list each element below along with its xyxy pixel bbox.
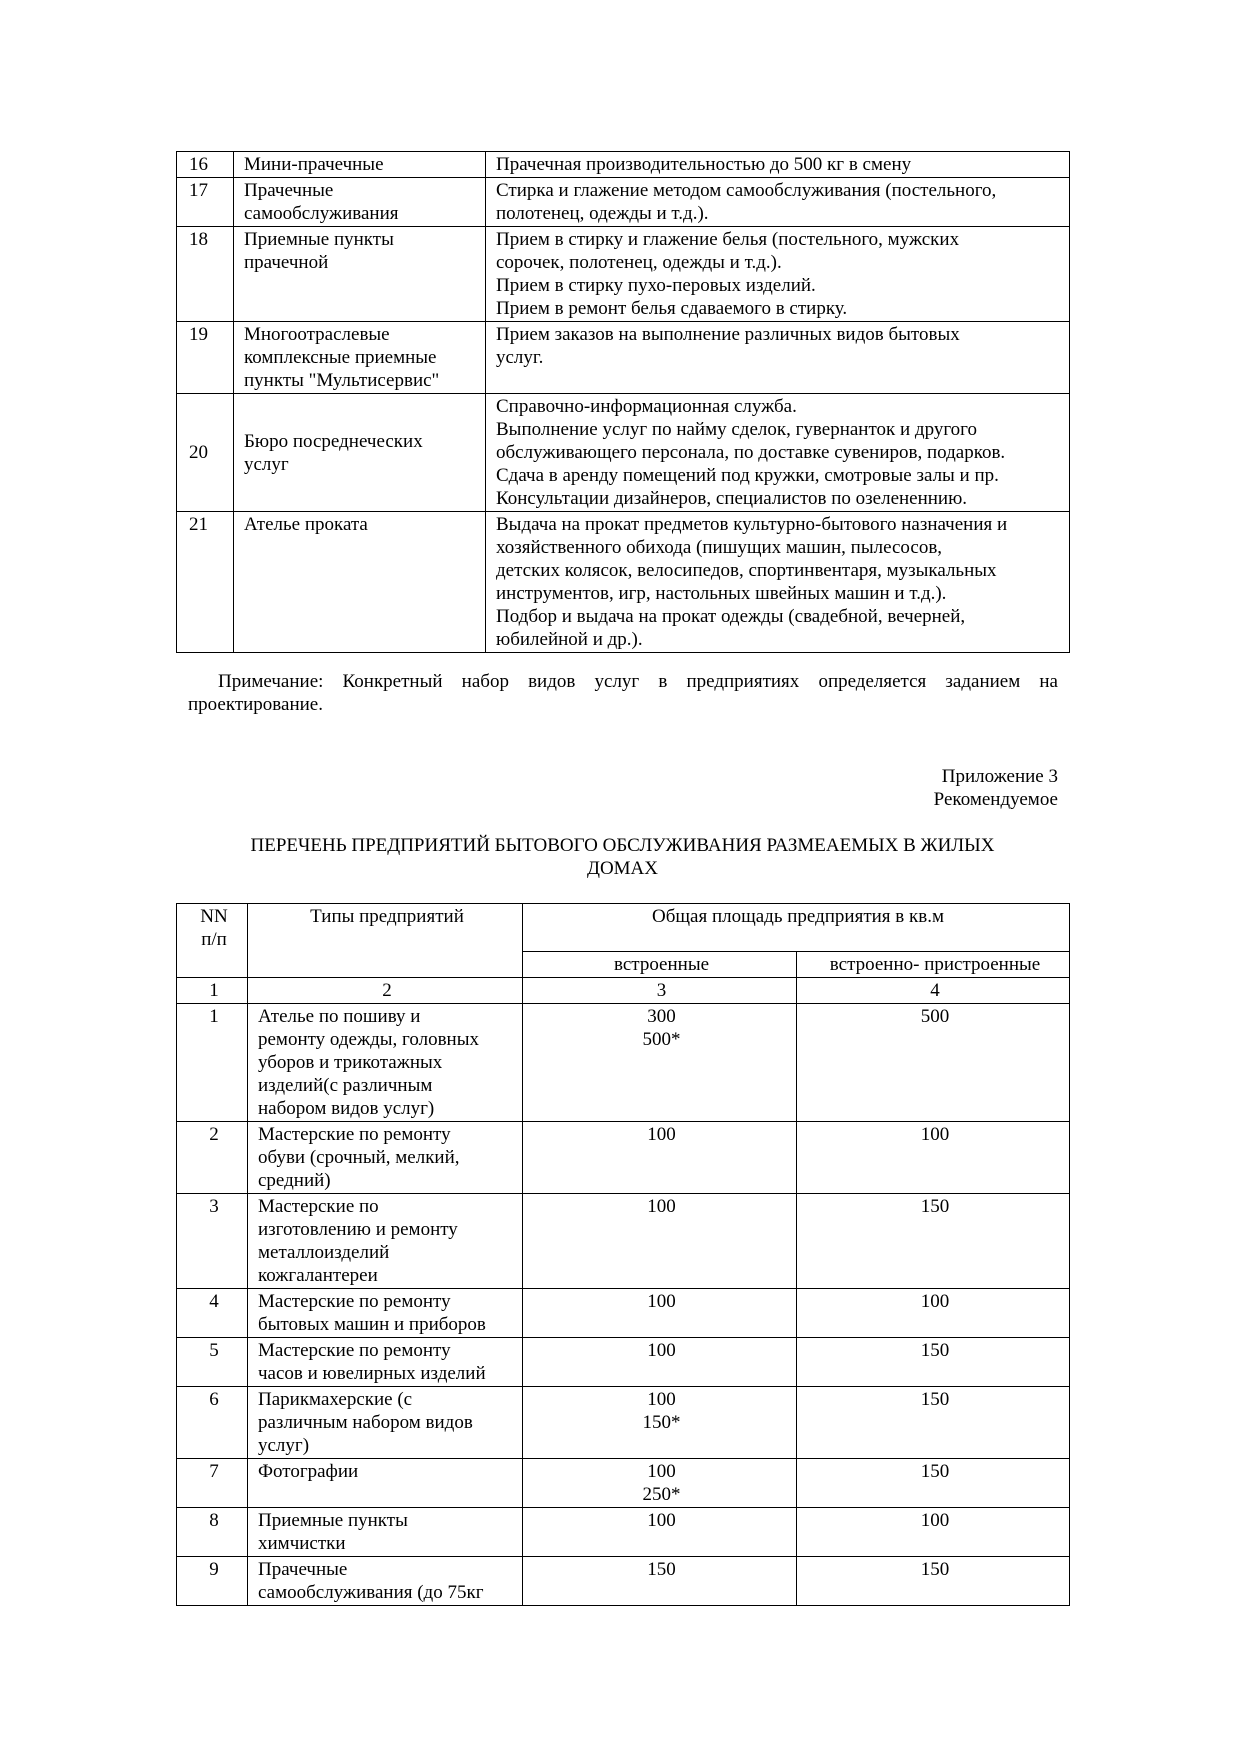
enterprise-type-line: услуг) (258, 1435, 310, 1456)
service-description-line: Прием в стирку и глажение белья (постельного, мужских (496, 229, 960, 250)
enterprises-table-body (177, 1004, 1070, 1606)
section-title-line-1: ПЕРЕЧЕНЬ ПРЕДПРИЯТИЙ БЫТОВОГО ОБСЛУЖИВАНИЯ РАЗМЕАЕМЫХ В ЖИЛЫХ (250, 835, 995, 856)
area-built-attached-line: 100 (920, 1291, 950, 1312)
row-number: 1 (177, 1004, 248, 1122)
area-built-in-line: 500* (642, 1029, 681, 1050)
enterprise-type (248, 1557, 523, 1606)
enterprise-type-line: часов и ювелирных изделий (258, 1363, 486, 1384)
enterprise-type-line: Парикмахерские (с (258, 1389, 413, 1410)
area-built-attached-line: 150 (920, 1559, 950, 1580)
enterprise-type-line: металлоизделий (258, 1242, 390, 1263)
area-built-in (523, 1338, 797, 1387)
area-built-attached-line: 150 (920, 1389, 950, 1410)
service-description-line: сорочек, полотенец, одежды и т.д.). (496, 252, 782, 273)
note-paragraph: Примечание: Конкретный набор видов услуг в предприятиях определяется заданием на проектирование. (188, 671, 1058, 715)
header-built-in: встроенные (523, 952, 797, 978)
row-number: 9 (177, 1557, 248, 1606)
header-area: Общая площадь предприятия в кв.м (523, 904, 1070, 952)
enterprise-type (248, 1194, 523, 1289)
enterprise-type-line: Фотографии (258, 1461, 359, 1482)
table-row (177, 152, 1070, 178)
row-number: 6 (177, 1387, 248, 1459)
enterprise-type-line: Прачечные (258, 1559, 348, 1580)
col-num-2: 2 (248, 978, 523, 1004)
row-number: 5 (177, 1338, 248, 1387)
area-built-in-line: 100 (647, 1461, 676, 1482)
service-description-line: инструментов, игр, настольных швейных машин и т.д.). (496, 583, 947, 604)
area-built-attached (797, 1122, 1070, 1194)
area-built-in-line: 100 (647, 1291, 676, 1312)
enterprise-type-line: бытовых машин и приборов (258, 1314, 486, 1335)
service-description (486, 178, 1070, 227)
service-description-line: услуг. (496, 347, 544, 368)
area-built-in (523, 1508, 797, 1557)
row-number: 4 (177, 1289, 248, 1338)
service-description-line: Выдача на прокат предметов культурно-бытового назначения и (496, 514, 1008, 535)
table-row (177, 1194, 1070, 1289)
area-built-attached (797, 1289, 1070, 1338)
enterprise-type-line: изделий(с различным (258, 1075, 433, 1096)
service-description-line: полотенец, одежды и т.д.). (496, 203, 709, 224)
row-number: 17 (177, 178, 234, 227)
table-row (177, 1338, 1070, 1387)
service-description-line: Прием в стирку пухо-перовых изделий. (496, 275, 816, 296)
table-row (177, 1004, 1070, 1122)
col-num-4: 4 (797, 978, 1070, 1004)
area-built-attached (797, 1459, 1070, 1508)
header-nn-line-1: NN (200, 906, 228, 927)
area-built-attached-line: 150 (920, 1461, 950, 1482)
enterprise-type-line: самообслуживания (244, 203, 399, 224)
enterprise-type-line: Многоотраслевые (244, 324, 390, 345)
enterprise-type-line: Приемные пункты (244, 229, 394, 250)
table-row (177, 1122, 1070, 1194)
services-table (176, 151, 1070, 653)
enterprise-type-line: Прачечные (244, 180, 334, 201)
area-built-in (523, 1459, 797, 1508)
area-built-in (523, 1194, 797, 1289)
enterprise-type (248, 1004, 523, 1122)
service-description-line: Консультации дизайнеров, специалистов по озелененнию. (496, 488, 968, 509)
enterprise-type-line: кожгалантереи (258, 1265, 378, 1286)
enterprise-type-line: Бюро посреднеческих (244, 430, 423, 452)
enterprise-type-line: комплексные приемные (244, 347, 437, 368)
area-built-in (523, 1004, 797, 1122)
table-row (177, 178, 1070, 227)
area-built-in-line: 100 (647, 1389, 676, 1410)
area-built-attached-line: 500 (920, 1006, 950, 1027)
enterprise-type (234, 512, 486, 653)
area-built-in-line: 100 (647, 1124, 676, 1145)
enterprise-type-line: уборов и трикотажных (258, 1052, 443, 1073)
area-built-attached-line: 100 (920, 1510, 950, 1531)
service-description (486, 227, 1070, 322)
enterprises-table (176, 903, 1070, 1606)
service-description-line: Прием заказов на выполнение различных видов бытовых (496, 324, 960, 345)
appendix-status: Рекомендуемое (933, 789, 1058, 810)
enterprise-type (248, 1122, 523, 1194)
enterprise-type-line: Ателье проката (244, 514, 368, 535)
area-built-attached (797, 1508, 1070, 1557)
table-row (177, 1557, 1070, 1606)
enterprise-type (248, 1289, 523, 1338)
area-built-in-line: 150* (642, 1412, 681, 1433)
row-number: 20 (177, 394, 234, 512)
table-row (177, 227, 1070, 322)
row-number: 19 (177, 322, 234, 394)
header-nn (177, 904, 248, 978)
service-description-line: Выполнение услуг по найму сделок, гувернанток и другого (496, 419, 977, 440)
area-built-in (523, 1289, 797, 1338)
enterprise-type (234, 178, 486, 227)
enterprise-type-line: ремонту одежды, головных (258, 1029, 479, 1050)
area-built-attached-line: 150 (920, 1340, 950, 1361)
enterprise-type-line: Мастерские по ремонту (258, 1124, 451, 1145)
enterprise-type-line: Мастерские по (258, 1196, 379, 1217)
area-built-attached (797, 1387, 1070, 1459)
area-built-attached (797, 1004, 1070, 1122)
enterprise-type-line: Мастерские по ремонту (258, 1291, 451, 1312)
enterprise-type (248, 1387, 523, 1459)
enterprise-type-line: самообслуживания (до 75кг (258, 1582, 484, 1603)
row-number: 8 (177, 1508, 248, 1557)
col-num-3: 3 (523, 978, 797, 1004)
row-number: 18 (177, 227, 234, 322)
row-number: 7 (177, 1459, 248, 1508)
service-description-line: обслуживающего персонала, по доставке сувениров, подарков. (496, 442, 1006, 463)
service-description-line: Подбор и выдача на прокат одежды (свадебной, вечерней, (496, 606, 966, 627)
enterprise-type (234, 394, 486, 512)
area-built-attached (797, 1557, 1070, 1606)
header-types: Типы предприятий (248, 904, 523, 978)
enterprise-type-line: Приемные пункты (258, 1510, 408, 1531)
enterprise-type (234, 322, 486, 394)
section-title (176, 834, 1069, 880)
enterprise-type-line: пункты "Мультисервис" (244, 370, 440, 391)
area-built-attached (797, 1194, 1070, 1289)
service-description-line: детских колясок, велосипедов, спортинвентаря, музыкальных (496, 560, 997, 581)
service-description (486, 152, 1070, 178)
appendix-number: Приложение 3 (941, 766, 1058, 787)
area-built-in-line: 250* (642, 1484, 681, 1505)
area-built-attached (797, 1338, 1070, 1387)
appendix-label (934, 765, 1058, 811)
enterprise-type (234, 227, 486, 322)
enterprise-type-line: Ателье по пошиву и (258, 1006, 421, 1027)
enterprise-type-line: обуви (срочный, мелкий, (258, 1147, 460, 1168)
table-row (177, 394, 1070, 512)
table-row (177, 322, 1070, 394)
table-row (177, 1508, 1070, 1557)
header-built-attached: встроенно- пристроенные (797, 952, 1070, 978)
service-description (486, 394, 1070, 512)
service-description-line: Сдача в аренду помещений под кружки, смотровые залы и пр. (496, 465, 999, 486)
enterprise-type-line: химчистки (258, 1533, 346, 1554)
row-number: 16 (177, 152, 234, 178)
enterprise-type-line: прачечной (244, 252, 329, 273)
service-description-line: Стирка и глажение методом самообслуживания (постельного, (496, 180, 997, 201)
enterprise-type-line: Мастерские по ремонту (258, 1340, 451, 1361)
service-description-line: Прием в ремонт белья сдаваемого в стирку. (496, 298, 848, 319)
area-built-in-line: 100 (647, 1510, 676, 1531)
area-built-in (523, 1557, 797, 1606)
row-number: 2 (177, 1122, 248, 1194)
enterprise-type (248, 1508, 523, 1557)
area-built-in (523, 1387, 797, 1459)
enterprise-type-line: услуг (244, 453, 289, 475)
area-built-in (523, 1122, 797, 1194)
enterprise-type (248, 1338, 523, 1387)
row-number: 21 (177, 512, 234, 653)
services-table-body (177, 152, 1070, 653)
enterprise-type-line: Мини-прачечные (244, 154, 384, 175)
service-description-line: Справочно-информационная служба. (496, 396, 797, 417)
service-description-line: Прачечная производительностью до 500 кг в смену (496, 154, 912, 175)
area-built-in-line: 150 (647, 1559, 676, 1580)
enterprise-type (248, 1459, 523, 1508)
service-description (486, 512, 1070, 653)
area-built-attached-line: 150 (920, 1196, 950, 1217)
service-description-line: хозяйственного обихода (пишущих машин, пылесосов, (496, 537, 943, 558)
area-built-in-line: 100 (647, 1340, 676, 1361)
section-title-line-2: ДОМАХ (586, 858, 659, 879)
enterprise-type-line: набором видов услуг) (258, 1098, 435, 1119)
area-built-attached-line: 100 (920, 1124, 950, 1145)
enterprise-type-line: различным набором видов (258, 1412, 473, 1433)
enterprise-type-line: изготовлению и ремонту (258, 1219, 458, 1240)
table-row (177, 1387, 1070, 1459)
row-number: 3 (177, 1194, 248, 1289)
service-description-line: юбилейной и др.). (496, 629, 643, 650)
enterprise-type (234, 152, 486, 178)
enterprises-table-header (177, 904, 1070, 1004)
enterprise-type-line: средний) (258, 1170, 331, 1191)
header-nn-line-2: п/п (201, 929, 227, 950)
col-num-1: 1 (177, 978, 248, 1004)
table-row (177, 1289, 1070, 1338)
area-built-in-line: 300 (647, 1006, 676, 1027)
table-row (177, 512, 1070, 653)
table-row (177, 1459, 1070, 1508)
service-description (486, 322, 1070, 394)
area-built-in-line: 100 (647, 1196, 676, 1217)
